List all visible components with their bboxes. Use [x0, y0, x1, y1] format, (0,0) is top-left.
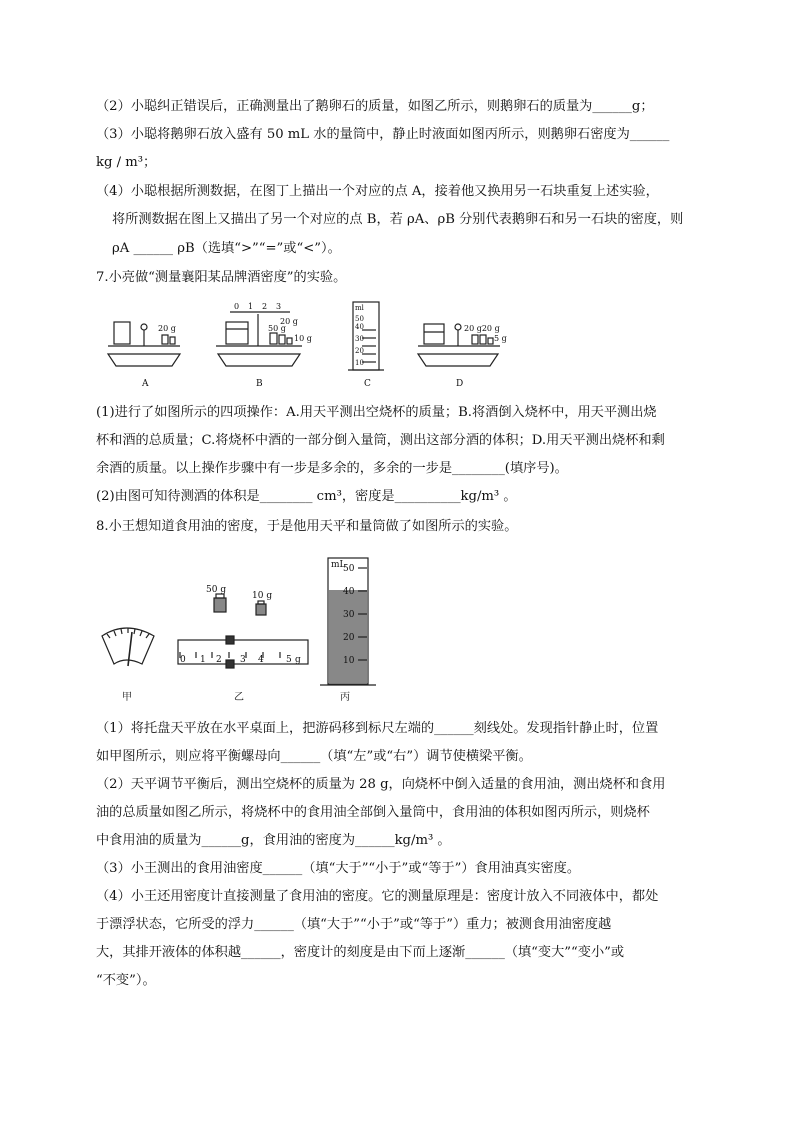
- q8-part4: （4）小王还用密度计直接测量了食用油的密度。它的测量原理是：密度计放入不同液体中，都处: [96, 889, 659, 904]
- q7-weights-b: 50 g: [268, 324, 286, 333]
- q7-part1-end: 余酒的质量。以上操作步骤中有一步是多余的，多余的一步是________(填序号)。: [96, 461, 568, 476]
- dial-jia: [102, 628, 154, 666]
- q6-part3-unit: kg / m³；: [96, 155, 157, 170]
- q8-part2-end: 中食用油的质量为______g，食用油的密度为______kg/m³ 。: [96, 833, 451, 848]
- q8-ruler-3: 3: [240, 655, 246, 665]
- q8-cyl-10: 10: [343, 656, 355, 666]
- q7-rider-3: 3: [276, 302, 282, 311]
- q8-part4-cont2: 大，其排开液体的体积越______，密度计的刻度是由下而上逐渐______（填“变大”“变小”或: [96, 945, 625, 960]
- q7-label-a: A: [142, 379, 149, 389]
- q7-figure: [100, 300, 520, 392]
- q7-weights-b3: 10 g: [294, 334, 312, 343]
- q8-label-yi: 乙: [234, 692, 244, 703]
- q6-part4: （4）小聪根据所测数据，在图丁上描出一个对应的点 A，接着他又换用另一石块重复上述实验，: [96, 184, 659, 199]
- q7-label-d: D: [456, 379, 464, 389]
- q8-ruler-4: 4: [258, 655, 264, 665]
- q6-part2: （2）小聪纠正错误后，正确测量出了鹅卵石的质量，如图乙所示，则鹅卵石的质量为______g；: [96, 99, 654, 114]
- q8-weight-50: 50 g: [206, 585, 227, 595]
- q7-label-c: C: [364, 379, 371, 389]
- cylinder-c: [348, 302, 384, 370]
- q7-part2: (2)由图可知待测酒的体积是________ cm³，密度是__________kg/m³ 。: [96, 489, 517, 504]
- q7-rider-0: 0: [234, 302, 240, 311]
- q8-part1-cont: 如甲图所示，则应将平衡螺母向______（填“左”或“右”）调节使横梁平衡。: [96, 749, 532, 764]
- q8-title: 8.小王想知道食用油的密度，于是他用天平和量筒做了如图所示的实验。: [96, 519, 518, 534]
- q8-part2-cont: 油的总质量如图乙所示，将烧杯中的食用油全部倒入量筒中，食用油的体积如图丙所示，则烧杯: [96, 805, 650, 820]
- q8-part2: （2）天平调节平衡后，测出空烧杯的质量为 28 g，向烧杯中倒入适量的食用油，测出烧杯和食用: [96, 777, 666, 792]
- q7-rider-2: 2: [262, 302, 268, 311]
- q7-part1: (1)进行了如图所示的四项操作：A.用天平测出空烧杯的质量；B.将酒倒入烧杯中，用天平测出烧: [96, 405, 657, 420]
- q7-cyl-10: 10: [355, 359, 364, 367]
- q6-part4-end: ρA ______ ρB（选填“>”“=”或“<”）。: [112, 241, 341, 256]
- q8-cyl-30: 30: [343, 610, 355, 620]
- q8-figure: [96, 548, 386, 708]
- q6-part3: （3）小聪将鹅卵石放入盛有 50 mL 水的量筒中，静止时液面如图丙所示，则鹅卵石密度为______: [96, 127, 670, 142]
- q8-ruler-5: 5: [286, 655, 292, 665]
- q8-ruler-1: 1: [200, 655, 206, 665]
- q8-cyl-20: 20: [343, 633, 355, 643]
- q8-cyl-50: 50: [343, 564, 355, 574]
- q8-part1: （1）将托盘天平放在水平桌面上，把游码移到标尺左端的______刻线处。发现指针静止时，位置: [96, 721, 659, 736]
- q7-title: 7.小亮做“测量襄阳某品牌酒密度”的实验。: [96, 270, 347, 285]
- q8-ruler-2: 2: [216, 655, 222, 665]
- q7-rider-1: 1: [248, 302, 254, 311]
- q7-label-b: B: [256, 379, 263, 389]
- q7-cyl-30: 30: [355, 335, 364, 343]
- q7-part1-cont: 杯和酒的总质量；C.将烧杯中酒的一部分倒入量筒，测出这部分酒的体积；D.用天平测出烧杯和剩: [96, 433, 665, 448]
- q7-weights-d2: 5 g: [494, 334, 507, 343]
- q8-ruler-0: 0: [180, 655, 186, 665]
- q7-cyl-unit: ml: [355, 304, 364, 312]
- q8-cyl-40: 40: [343, 587, 355, 597]
- q8-ruler-g: g: [295, 655, 301, 665]
- q8-cyl-unit: mL: [331, 560, 346, 570]
- q7-weights-d: 20 g20 g: [464, 324, 500, 333]
- q7-cyl-40: 40: [355, 323, 364, 331]
- q8-part4-cont: 于漂浮状态，它所受的浮力______（填“大于”“小于”或“等于”）重力；被测食用油密度越: [96, 917, 612, 932]
- q8-part4-end: “不变”）。: [96, 973, 156, 988]
- q6-part4-cont: 将所测数据在图上又描出了另一个对应的点 B，若 ρA、ρB 分别代表鹅卵石和另一石块的密度，则: [112, 212, 684, 227]
- q7-cyl-50: 50: [355, 315, 364, 323]
- q7-weights-a: 20 g: [158, 324, 176, 333]
- q8-part3: （3）小王测出的食用油密度______（填“大于”“小于”或“等于”）食用油真实密度。: [96, 861, 581, 876]
- q8-label-bing: 丙: [340, 692, 350, 703]
- q8-label-jia: 甲: [122, 692, 132, 703]
- q7-cyl-20: 20: [355, 347, 364, 355]
- q7-weights-b2: 20 g: [280, 317, 298, 326]
- q8-weight-10: 10 g: [252, 591, 273, 601]
